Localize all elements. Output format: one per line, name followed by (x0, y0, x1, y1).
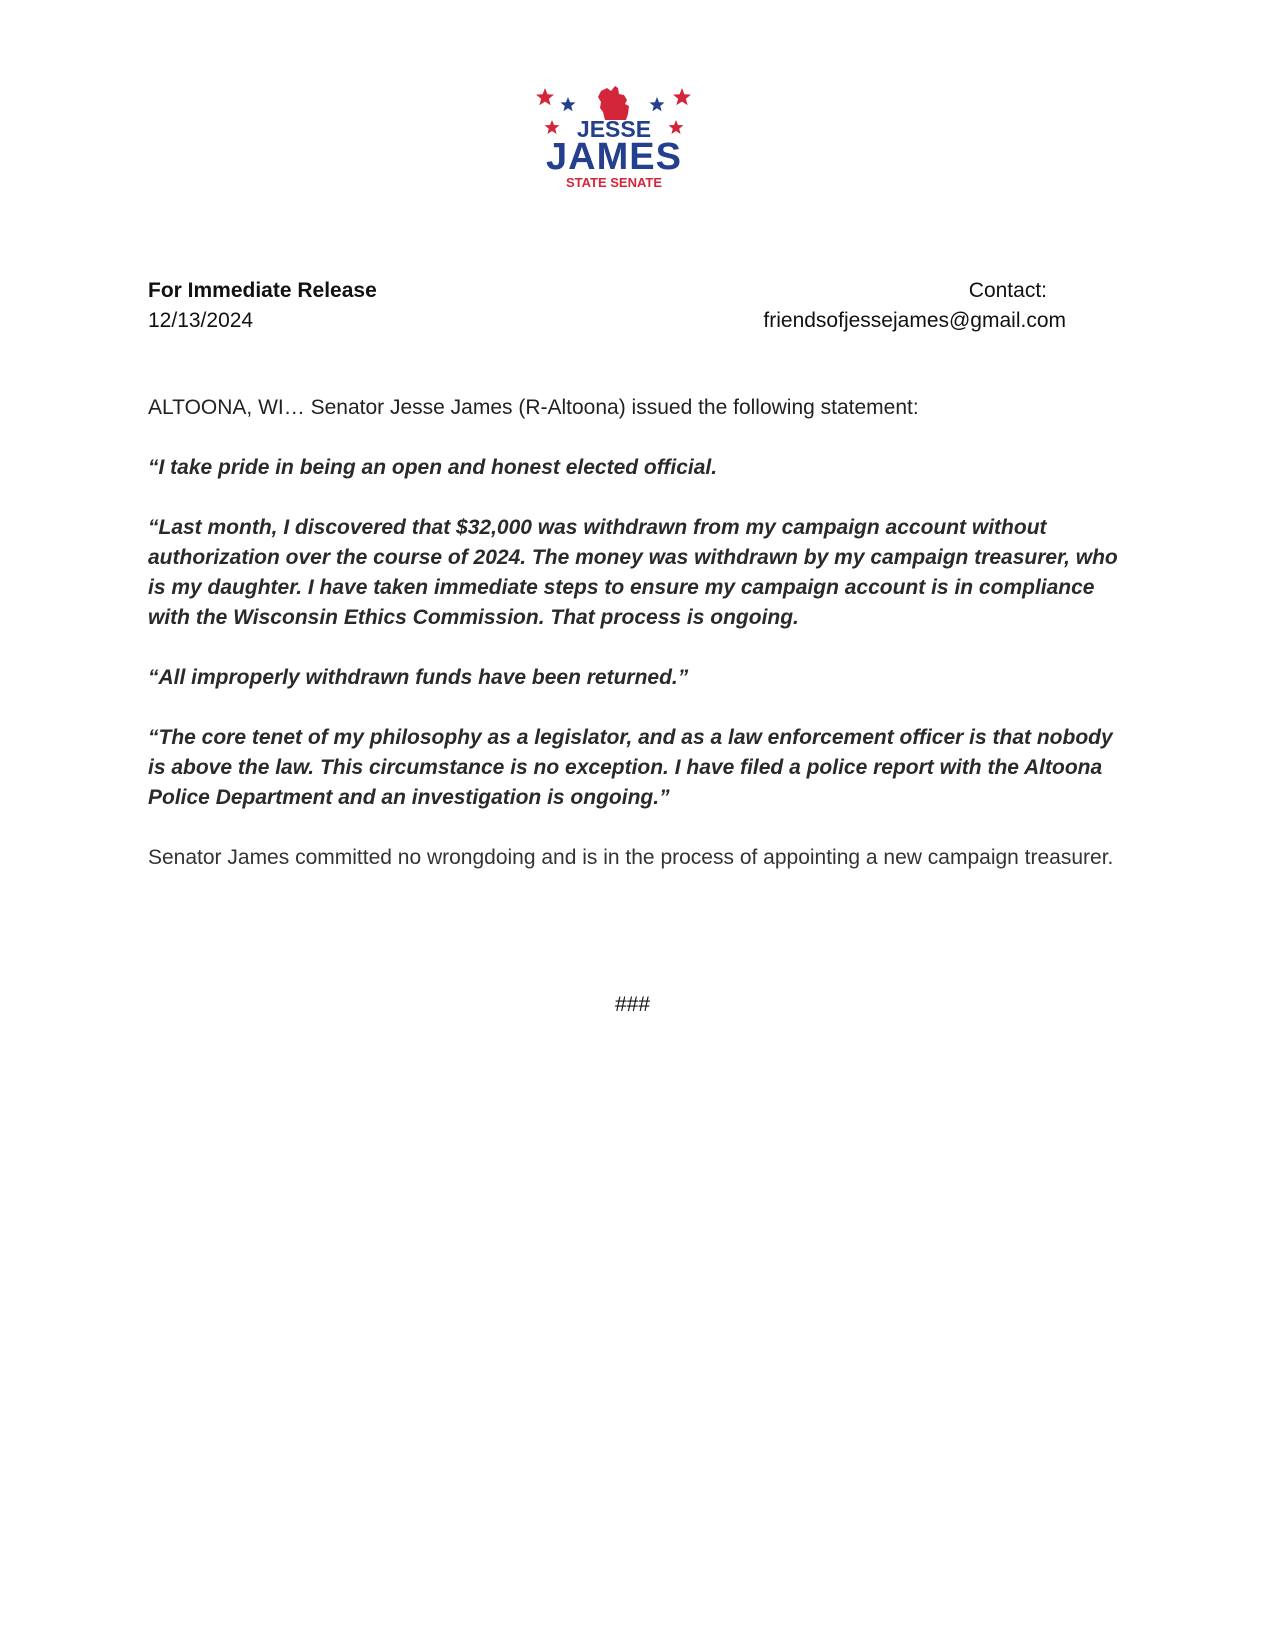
release-header (148, 276, 377, 336)
contact-email: friendsofjessejames@gmail.com (763, 309, 1066, 332)
quote-paragraph: “I take pride in being an open and honest elected official. (148, 456, 718, 479)
quote-paragraph: “All improperly withdrawn funds have been returned.” (148, 666, 689, 689)
star-icon (545, 120, 560, 134)
intro-paragraph: ALTOONA, WI… Senator Jesse James (R-Altoona) issued the following statement: (148, 396, 919, 419)
contact-label: Contact: (968, 279, 1047, 302)
end-of-release-mark: ### (614, 993, 651, 1016)
contact-block (763, 276, 1066, 336)
star-icon (650, 97, 665, 111)
quote-paragraph: “The core tenet of my philosophy as a legislator, and as a law enforcement officer is that nobody is above the law. This circumstance is no exception. I have filed a police report with the Altoona Police Department and an investigation is ongoing.” (148, 726, 1113, 809)
wisconsin-state-icon (598, 86, 629, 120)
release-label: For Immediate Release (148, 279, 377, 302)
star-icon (669, 120, 684, 134)
logo-first-name: JESSE (576, 116, 652, 142)
release-date: 12/13/2024 (148, 309, 254, 332)
logo-last-name: JAMES (546, 136, 682, 178)
logo-office: STATE SENATE (565, 175, 663, 190)
star-icon (561, 97, 576, 111)
campaign-logo (535, 82, 725, 202)
star-icon (536, 88, 554, 105)
quote-paragraph: “Last month, I discovered that $32,000 was withdrawn from my campaign account without authorization over the course of 2024. The money was withdrawn by my campaign treasurer, who is my daughter. I have taken immediate steps to ensure my campaign account is in compliance with the Wisconsin Ethics Commission. That process is ongoing. (148, 516, 1118, 629)
star-icon (673, 88, 691, 105)
statement-body (148, 393, 1120, 903)
closing-paragraph: Senator James committed no wrongdoing and is in the process of appointing a new campaign treasurer. (148, 846, 1114, 869)
